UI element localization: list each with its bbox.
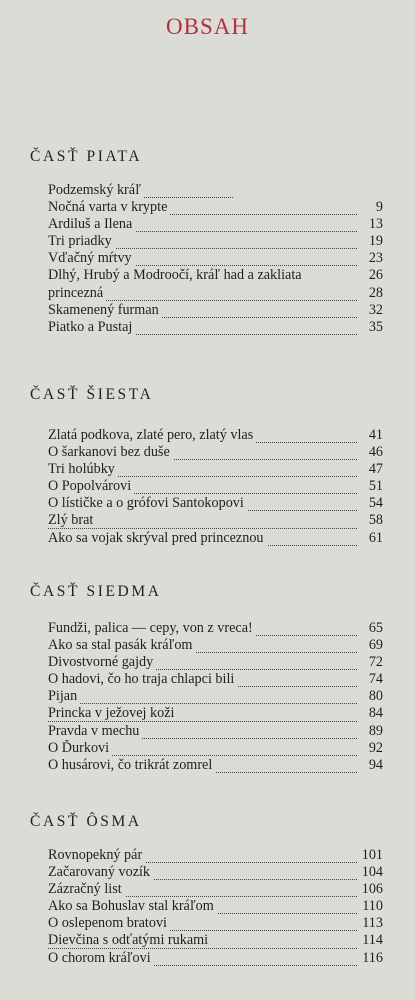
toc-entry[interactable] (48, 233, 383, 250)
entry-title: Ardiluš a Ilena (48, 216, 135, 232)
toc-entry[interactable] (48, 864, 383, 881)
entry-page: 74 (357, 671, 383, 688)
entry-page: 54 (357, 495, 383, 512)
toc-entry[interactable] (48, 637, 383, 654)
entry-page: 61 (357, 530, 383, 547)
entry-page: 35 (357, 319, 383, 336)
toc-entry[interactable] (48, 512, 383, 529)
toc-entry[interactable] (48, 285, 383, 302)
section-entries (48, 847, 383, 967)
entry-title: O Popolvárovi (48, 478, 134, 494)
entry-page: 89 (357, 723, 383, 740)
entry-title: Ako sa Bohuslav stal kráľom (48, 898, 217, 914)
toc-entry[interactable] (48, 216, 383, 233)
toc-entry[interactable] (48, 444, 383, 461)
section-entries (48, 182, 383, 336)
entry-title: Princka v ježovej koži (48, 705, 177, 721)
toc-entry[interactable] (48, 267, 383, 284)
entry-title: Zlý brat (48, 512, 96, 528)
entry-title: O husárovi, čo trikrát zomrel (48, 757, 215, 773)
entry-title: Vďačný mŕtvy (48, 250, 135, 266)
entry-page: 13 (357, 216, 383, 233)
entry-title: Pijan (48, 688, 80, 704)
entry-page: 32 (357, 302, 383, 319)
section-heading: ČASŤ ŠIESTA (30, 386, 154, 403)
entry-title: O Ďurkovi (48, 740, 112, 756)
entry-title: Divostvorné gajdy (48, 654, 156, 670)
entry-page: 114 (357, 932, 383, 949)
toc-entry[interactable] (48, 250, 383, 267)
section-heading: ČASŤ SIEDMA (30, 583, 162, 600)
entry-page: 116 (357, 950, 383, 967)
toc-entry[interactable] (48, 461, 383, 478)
entry-title: Pravda v mechu (48, 723, 142, 739)
entry-title: Dlhý, Hrubý a Modroočí, kráľ had a zakliata (48, 267, 302, 284)
entry-page: 110 (357, 898, 383, 915)
entry-page: 113 (357, 915, 383, 932)
dot-leader (48, 703, 357, 704)
toc-entry[interactable] (48, 495, 383, 512)
entry-title: Zázračný list (48, 881, 125, 897)
toc-entry[interactable] (48, 950, 383, 967)
entry-page: 19 (357, 233, 383, 250)
toc-entry[interactable] (48, 881, 383, 898)
toc-entry[interactable] (48, 620, 383, 637)
entry-title: Začarovaný vozík (48, 864, 153, 880)
entry-title: Rovnopekný pár (48, 847, 145, 863)
toc-entry[interactable] (48, 688, 383, 705)
toc-entry[interactable] (48, 319, 383, 336)
toc-entry[interactable] (48, 478, 383, 495)
toc-entry[interactable] (48, 847, 383, 864)
section-heading: ČASŤ ÔSMA (30, 813, 142, 830)
entry-page: 46 (357, 444, 383, 461)
entry-page: 65 (357, 620, 383, 637)
entry-title: princezná (48, 285, 106, 301)
entry-page: 23 (357, 250, 383, 267)
entry-title: Skamenený furman (48, 302, 162, 318)
toc-entry[interactable] (48, 654, 383, 671)
entry-title: Tri priadky (48, 233, 115, 249)
toc-entry[interactable] (48, 199, 383, 216)
entry-title: Ako sa vojak skrýval pred princeznou (48, 530, 267, 546)
entry-title: Podzemský kráľ (48, 182, 144, 198)
toc-entry[interactable] (48, 182, 383, 199)
toc-entry[interactable] (48, 302, 383, 319)
toc-entry[interactable] (48, 898, 383, 915)
toc-entry[interactable] (48, 740, 383, 757)
entry-page: 104 (357, 864, 383, 881)
entry-page: 101 (357, 847, 383, 864)
entry-title: O lístičke a o grófovi Santokopovi (48, 495, 247, 511)
entry-title: O hadovi, čo ho traja chlapci bili (48, 671, 237, 687)
entry-page: 80 (357, 688, 383, 705)
entry-page: 94 (357, 757, 383, 774)
toc-entry[interactable] (48, 723, 383, 740)
entry-title: Nočná varta v krypte (48, 199, 170, 215)
section-entries (48, 620, 383, 774)
toc-entry[interactable] (48, 427, 383, 444)
entry-title: Tri holúbky (48, 461, 118, 477)
toc-entry[interactable] (48, 932, 383, 949)
entry-title: Zlatá podkova, zlaté pero, zlatý vlas (48, 427, 256, 443)
entry-title: O oslepenom bratovi (48, 915, 170, 931)
section-entries (48, 427, 383, 547)
entry-title: O chorom kráľovi (48, 950, 154, 966)
toc-entry[interactable] (48, 530, 383, 547)
entry-page: 26 (357, 267, 383, 284)
toc-entry[interactable] (48, 915, 383, 932)
toc-entry[interactable] (48, 757, 383, 774)
section-heading: ČASŤ PIATA (30, 148, 143, 165)
entry-page: 92 (357, 740, 383, 757)
entry-page: 72 (357, 654, 383, 671)
entry-page: 69 (357, 637, 383, 654)
entry-title: O šarkanovi bez duše (48, 444, 173, 460)
toc-entry[interactable] (48, 671, 383, 688)
entry-page: 47 (357, 461, 383, 478)
entry-page: 41 (357, 427, 383, 444)
entry-page: 51 (357, 478, 383, 495)
entry-page: 58 (357, 512, 383, 529)
entry-title: Piatko a Pustaj (48, 319, 135, 335)
entry-page: 106 (357, 881, 383, 898)
toc-entry[interactable] (48, 705, 383, 722)
entry-title: Ako sa stal pasák kráľom (48, 637, 195, 653)
entry-page: 28 (357, 285, 383, 302)
entry-page: 9 (357, 199, 383, 216)
entry-title: Dievčina s odťatými rukami (48, 932, 211, 948)
entry-title: Fundži, palica — cepy, von z vreca! (48, 620, 256, 636)
page-title: OBSAH (166, 14, 249, 39)
entry-page: 84 (357, 705, 383, 722)
